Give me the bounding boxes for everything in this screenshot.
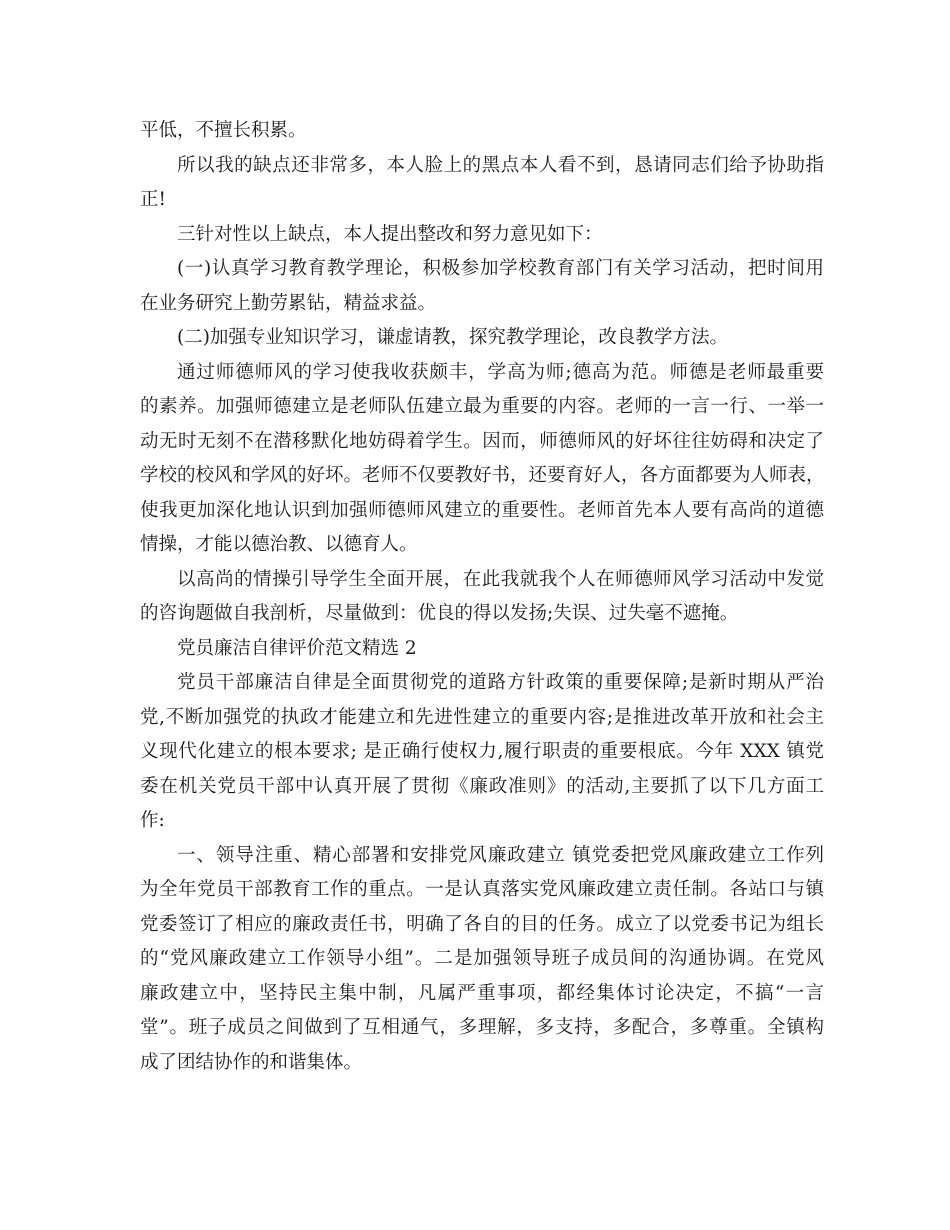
paragraph [140,321,824,356]
text-line: 使我更加深化地认识到加强师德师风建立的重要性。老师首先本人要有高尚的道德 [140,499,824,521]
text-line: 义现代化建立的根本要求; 是正确行使权力,履行职责的重要根底。今年 XXX 镇党 [140,741,824,762]
text-line: 党员廉洁自律评价范文精选 2 [177,637,417,659]
text-line: (一)认真学习教育教学理论，积极参加学校教育部门有关学习活动，把时间用 [177,258,824,279]
text-line: 动无时无刻不在潜移默化地妨碍着学生。因而，师德师风的好坏往往妨碍和决定了 [140,430,824,452]
text-line: 党,不断加强党的执政才能建立和先进性建立的重要内容;是推进改革开放和社会主 [140,706,824,728]
text-line: 党委签订了相应的廉政责任书，明确了各自的目的任务。成立了以党委书记为组长 [140,913,824,935]
paragraph [140,563,824,632]
text-line: 情操，才能以德治教、以德育人。 [140,534,418,555]
text-line: 作: [140,810,165,831]
document-page [140,114,824,1080]
paragraph [140,149,824,218]
text-line: 成了团结协作的和谐集体。 [140,1051,363,1073]
text-line: 委在机关党员干部中认真开展了贯彻《廉政准则》的活动,主要抓了以下几方面工 [140,775,824,797]
paragraph [140,218,824,253]
text-line: 的咨询题做自我剖析，尽量做到：优良的得以发扬;失误、过失毫不遮掩。 [140,603,739,624]
text-line: 的“党风廉政建立工作领导小组”。二是加强领导班子成员间的沟通协调。在党风 [140,948,824,969]
paragraph [140,839,824,1081]
text-line: 正! [140,189,166,210]
text-line: (二)加强专业知识学习，谦虚请教，探究教学理论，改良教学方法。 [177,327,728,348]
text-line: 堂”。班子成员之间做到了互相通气，多理解，多支持，多配合，多尊重。全镇构 [140,1017,824,1038]
paragraph [140,114,824,149]
text-line: 在业务研究上勤劳累钻，精益求益。 [140,292,437,314]
text-line: 学校的校风和学风的好坏。老师不仅要教好书，还要育好人，各方面都要为人师表， [140,465,825,486]
text-line: 廉政建立中，坚持民主集中制，凡属严重事项，都经集体讨论决定，不搞“一言 [140,982,824,1004]
text-line: 三针对性以上缺点，本人提出整改和努力意见如下： [177,223,603,245]
text-line: 平低，不擅长积累。 [140,120,307,141]
text-line: 一、领导注重、精心部署和安排党风廉政建立 镇党委把党风廉政建立工作列 [177,844,824,866]
paragraph [140,666,824,839]
text-line: 为全年党员干部教育工作的重点。一是认真落实党风廉政建立责任制。各站口与镇 [140,879,824,900]
paragraph [140,356,824,563]
text-line: 所以我的缺点还非常多，本人脸上的黑点本人看不到，恳请同志们给予协助指 [177,154,824,176]
text-line: 以高尚的情操引导学生全面开展，在此我就我个人在师德师风学习活动中发觉 [177,568,824,590]
paragraph [140,632,824,667]
text-line: 党员干部廉洁自律是全面贯彻党的道路方针政策的重要保障;是新时期从严治 [177,672,824,693]
text-line: 通过师德师风的学习使我收获颇丰，学高为师;德高为范。师德是老师最重要 [177,361,824,383]
text-line: 的素养。加强师德建立是老师队伍建立最为重要的内容。老师的一言一行、一举一 [140,396,824,417]
paragraph [140,252,824,321]
